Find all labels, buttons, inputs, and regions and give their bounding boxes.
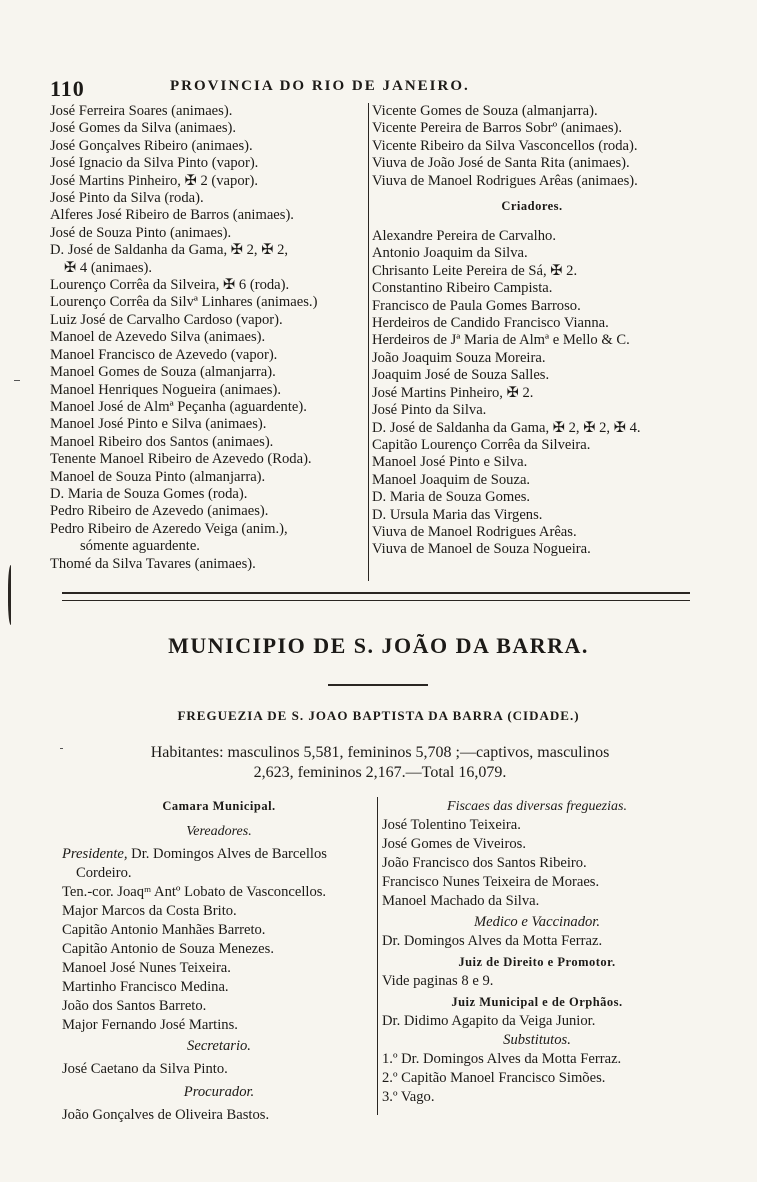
freguezia-title: FREGUEZIA DE S. JOAO BAPTISTA DA BARRA (CIDADE.) [177,708,580,723]
producer-entry: Viuva de Manoel Rodrigues Arêas (animaes). [372,172,638,189]
vereador-entry: Capitão Antonio de Souza Menezes. [62,941,274,957]
criador-entry: José Pinto da Silva. [372,402,487,419]
column-divider-bottom [377,797,378,1115]
spacer [372,220,692,228]
running-title: PROVINCIA DO RIO DE JANEIRO. [170,78,470,94]
habitantes-line-2: 2,623, femininos 2,167.—Total 16,079. [253,764,507,781]
producer-entry: ✠ 4 (animaes). [64,259,153,276]
criador-entry: Viuva de Manoel Rodrigues Arêas. [372,523,577,540]
producer-entry: sómente aguardente. [80,538,200,555]
criador-entry: D. Ursula Maria das Virgens. [372,506,543,523]
producer-entry: Manoel Henriques Nogueira (animaes). [50,381,281,398]
vereador-entry: Ten.-cor. Joaqᵐ Antº Lobato de Vasconcellos. [62,884,327,900]
fiscal-entry: José Tolentino Teixeira. [382,817,521,833]
producer-entry: José Gomes da Silva (animaes). [50,120,237,137]
vereador-entry: Capitão Antonio Manhães Barreto. [62,922,266,938]
substitutos-heading: Substitutos. [503,1032,571,1048]
medico-heading: Medico e Vaccinador. [473,914,601,930]
presidente-cont: Cordeiro. [76,865,132,881]
producer-entry: Manoel José de Almª Peçanha (aguardente). [50,398,307,415]
page-number: 110 [50,76,85,101]
spacer [372,190,692,198]
short-rule [328,684,428,686]
criador-entry: D. José de Saldanha da Gama, ✠ 2, ✠ 2, ✠ 4. [372,419,641,436]
criador-entry: Viuva de Manoel de Souza Nogueira. [372,541,591,558]
producer-entry: Manoel José Pinto e Silva (animaes). [50,416,267,433]
fiscal-entry: José Gomes de Viveiros. [382,836,526,852]
vereador-entry: Manoel José Nunes Teixeira. [62,960,231,976]
criador-entry: Chrisanto Leite Pereira de Sá, ✠ 2. [372,262,578,279]
column-divider-top [368,103,369,581]
fiscal-entry: Manoel Machado da Silva. [382,893,540,909]
vereadores-heading: Vereadores. [186,824,252,839]
procurador-name: João Gonçalves de Oliveira Bastos. [62,1107,270,1123]
procurador-heading: Procurador. [183,1084,255,1100]
juiz-municipal-heading: Juiz Municipal e de Orphãos. [451,995,623,1009]
criador-entry: Manoel José Pinto e Silva. [372,454,528,471]
criador-entry: João Joaquim Souza Moreira. [372,349,546,366]
producer-entry: Viuva de João José de Santa Rita (animaes). [372,155,630,172]
camara-heading: Camara Municipal. [162,799,276,813]
criador-entry: José Martins Pinheiro, ✠ 2. [372,384,534,401]
presidente-label: Presidente, [62,846,128,862]
producer-entry: Vicente Gomes de Souza (almanjarra). [372,103,598,119]
producer-entry: José Gonçalves Ribeiro (animaes). [50,137,253,154]
producer-entry: José Ferreira Soares (animaes). [50,103,233,119]
substituto-entry: 1.º Dr. Domingos Alves da Motta Ferraz. [382,1051,622,1067]
fiscaes-heading: Fiscaes das diversas freguezias. [447,799,627,814]
producer-entry: Lourenço Corrêa da Silvª Linhares (animaes.) [50,294,318,311]
top-right-column [372,103,692,559]
producer-entry: Alferes José Ribeiro de Barros (animaes). [50,207,294,224]
producer-entry: D. José de Saldanha da Gama, ✠ 2, ✠ 2, [50,242,289,259]
camara-column [62,797,376,1125]
producer-entry: José Martins Pinheiro, ✠ 2 (vapor). [50,172,258,189]
producer-entry: Manoel Francisco de Azevedo (vapor). [50,346,278,363]
top-left-column [50,103,366,573]
medico-name: Dr. Domingos Alves da Motta Ferraz. [382,933,603,949]
fiscal-entry: João Francisco dos Santos Ribeiro. [382,855,587,871]
criador-entry: Alexandre Pereira de Carvalho. [372,228,556,245]
municipio-title: MUNICIPIO DE S. JOÃO DA BARRA. [168,633,589,658]
secretario-heading: Secretario. [187,1038,251,1054]
camara-members-list [62,883,376,1035]
producer-entry: José Pinto da Silva (roda). [50,190,204,207]
producer-entry: Tenente Manoel Ribeiro de Azevedo (Roda). [50,451,312,468]
producer-entry: José de Souza Pinto (animaes). [50,224,232,241]
vereador-entry: Major Marcos da Costa Brito. [62,903,237,919]
page-header [50,76,690,100]
fiscal-entry: Francisco Nunes Teixeira de Moraes. [382,874,600,890]
criador-entry: Francisco de Paula Gomes Barroso. [372,297,581,314]
producer-entry: Vicente Pereira de Barros Sobrº (animaes). [372,120,623,137]
margin-tick [60,748,63,749]
producer-entry: Pedro Ribeiro de Azevedo (animaes). [50,503,269,520]
substituto-entry: 3.º Vago. [382,1089,435,1105]
criador-entry: Capitão Lourenço Corrêa da Silveira. [372,436,591,453]
habitantes-line-1: Habitantes: masculinos 5,581, femininos 5,708 ;—captivos, masculinos [150,744,610,761]
criador-entry: Constantino Ribeiro Campista. [372,280,553,297]
criador-entry: Herdeiros de Jª Maria de Almª e Mello & C. [372,332,630,349]
criador-entry: D. Maria de Souza Gomes. [372,489,531,506]
vereador-entry: Major Fernando José Martins. [62,1017,238,1033]
officials-column [382,797,692,1107]
producer-entry: José Ignacio da Silva Pinto (vapor). [50,155,259,172]
juiz-direito-heading: Juiz de Direito e Promotor. [458,955,616,969]
double-rule-divider [62,592,690,601]
substituto-entry: 2.º Capitão Manoel Francisco Simões. [382,1070,606,1086]
secretario-name: José Caetano da Silva Pinto. [62,1061,228,1077]
juiz-direito-text: Vide paginas 8 e 9. [382,973,494,989]
fiscaes-list [382,816,692,911]
habitantes-paragraph [80,743,680,783]
presidente-line [62,841,376,864]
criador-entry: Manoel Joaquim de Souza. [372,471,531,488]
criadores-heading: Criadores. [501,199,563,214]
criador-entry: Antonio Joaquim da Silva. [372,245,528,262]
margin-bracket-mark [8,565,15,625]
producer-entry: D. Maria de Souza Gomes (roda). [50,485,248,502]
presidente-name: Dr. Domingos Alves de Barcellos [131,846,327,862]
criador-entry: Joaquim José de Souza Salles. [372,367,550,384]
producer-entry: Manoel Ribeiro dos Santos (animaes). [50,433,274,450]
producer-entry: Thomé da Silva Tavares (animaes). [50,555,256,572]
producer-entry: Luiz José de Carvalho Cardoso (vapor). [50,311,283,328]
producer-entry: Vicente Ribeiro da Silva Vasconcellos (roda). [372,137,638,154]
producer-entry: Manoel de Souza Pinto (almanjarra). [50,468,266,485]
producer-entry: Manoel de Azevedo Silva (animaes). [50,329,266,346]
substitutos-list [382,1050,692,1107]
juiz-municipal-name: Dr. Didimo Agapito da Veiga Junior. [382,1013,596,1029]
criador-entry: Herdeiros de Candido Francisco Vianna. [372,315,609,332]
margin-tick [14,380,20,381]
producer-entry: Manoel Gomes de Souza (almanjarra). [50,364,276,381]
vereador-entry: Martinho Francisco Medina. [62,979,229,995]
producer-entry: Pedro Ribeiro de Azeredo Veiga (anim.), [50,520,288,537]
producer-entry: Lourenço Corrêa da Silveira, ✠ 6 (roda). [50,277,290,294]
vereador-entry: João dos Santos Barreto. [62,998,207,1014]
